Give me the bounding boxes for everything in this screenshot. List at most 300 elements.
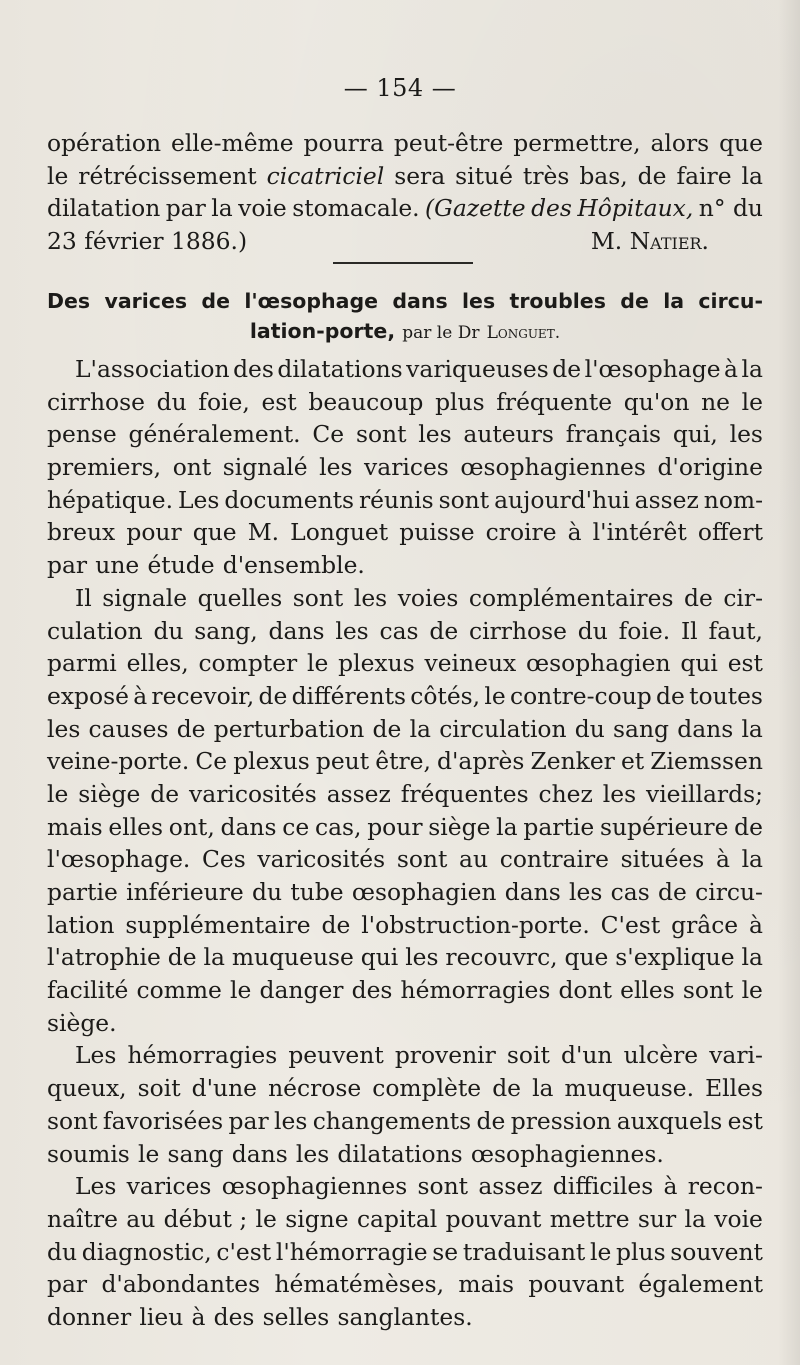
word: œsophagiennes [221,1172,408,1201]
page-number: — 154 — [343,74,457,102]
word: faut, [708,616,763,645]
byline: par le Dr [402,323,480,343]
word: qui [680,649,718,678]
word: sera [394,161,446,190]
word: recouvrc, [445,943,558,972]
word: ce [282,812,310,841]
word: des [531,194,572,223]
word: supérieure [599,812,729,841]
word: du [574,714,605,743]
word: Ce [312,420,345,449]
word: vari- [709,1041,763,1070]
title-word: varices [104,289,188,313]
word: elles [620,976,675,1005]
word: du [47,1237,78,1266]
word: pense [47,420,117,449]
word: hématémèses, [274,1270,445,1299]
text-line [47,1072,763,1105]
word: quelles [197,583,283,612]
word: œsophagien [526,649,671,678]
word: danger [259,976,344,1005]
word: pour [367,812,423,841]
word: nécrose [268,1074,362,1103]
word: par [165,194,206,223]
word: ont [172,453,212,482]
word: l'atrophie [47,943,161,972]
word: complémentaires [468,583,674,612]
word: des [213,1302,255,1331]
word: la [211,194,233,223]
word: c'est [216,1237,272,1266]
word: sont [47,1106,98,1135]
word: changements [312,1106,472,1135]
text-line [47,386,763,419]
word: breux [47,518,116,547]
text-line [47,811,763,844]
word: d'origine [657,453,763,482]
word: soit [506,1041,550,1070]
word: à [191,1302,206,1331]
word: inférieure [126,878,244,906]
word: contraire [499,845,609,874]
word: causes [88,714,169,743]
text-line [47,974,763,1007]
text-line [47,353,763,386]
word: être, [375,747,431,776]
text-line [47,418,763,451]
word: d'ensemble. [222,551,365,580]
word: œsophagiennes. [470,1139,664,1168]
word: les [319,453,353,482]
word: signe [285,1204,349,1233]
word: cas [610,878,650,906]
word: les [418,420,452,449]
title-word: l'œsophage [244,289,379,313]
word: assez [478,1172,543,1201]
author-name: Longuet. [486,323,561,343]
word: plus [435,387,485,416]
word: la [409,714,431,743]
word: circulation [439,714,567,743]
word: muqueuse [231,943,354,972]
word: de [492,1074,522,1103]
word: du [153,616,184,645]
word: tube [290,878,344,906]
word: sont [438,485,490,514]
word: ont, [168,812,215,841]
signature [591,225,709,258]
word: traduisant [462,1237,586,1266]
word: elles, [126,649,189,678]
word: les [405,943,439,972]
word: qu'on [623,387,690,416]
word: de [321,910,351,939]
word: Hôpitaux, [577,194,694,223]
word: diagnostic, [81,1237,212,1266]
text-line [47,127,763,160]
word: sanglantes. [337,1302,473,1331]
word: réunis [359,485,434,514]
word: exposé [47,681,129,710]
word: que [564,943,609,972]
word: hépatique. [47,485,174,514]
word: nom- [703,485,763,514]
word: dans [504,878,561,906]
word: opération [47,129,162,157]
word: le [590,1237,612,1266]
word: soumis [47,1139,130,1168]
text-line [47,615,763,648]
word: sang [613,714,670,743]
word: l'hémorragie [275,1237,428,1266]
word: auteurs [463,420,554,449]
word: naître [47,1204,118,1233]
word: aujourd'hui [494,485,630,514]
word: partie [523,812,595,841]
article-body [47,353,763,1334]
word: veine-porte. [47,747,190,776]
title-word: troubles [509,289,606,313]
word: signalé [222,453,308,482]
text-line [47,549,763,582]
word: au [459,845,489,874]
word: siège. [47,1008,117,1037]
word: elles [108,812,164,841]
word: du [252,878,283,906]
word: rétrécissement [78,161,257,190]
word: permettre, [513,129,641,157]
word: pouvant [445,1204,542,1233]
text-line [47,745,763,778]
word: le [47,779,69,808]
word: auxquels [616,1106,723,1135]
word: comme [136,976,222,1005]
article-heading [47,286,763,348]
word: lation [47,910,115,939]
word: la [741,943,763,972]
word: d'une [191,1074,258,1103]
word: la [741,161,763,190]
title-word: de [620,289,649,313]
word: s'explique [615,943,735,972]
word: de [476,1106,506,1135]
word: muqueuse. [564,1074,695,1103]
text-line [47,1203,763,1236]
word: varicosités [257,845,386,874]
word: sang, [194,616,258,645]
word: sont [417,1172,469,1201]
word: à [567,518,582,547]
page-edge-shadow [778,0,800,1365]
word: à [133,681,148,710]
text-line [47,941,763,974]
word: la [741,714,763,743]
word: le [47,161,69,190]
word: de [429,616,459,645]
signature-prefix: M. [590,227,630,256]
text-line [47,909,763,942]
word: de [167,943,197,972]
word: Elles [705,1074,763,1103]
word: M. [247,518,280,547]
text-line [47,876,763,909]
text-line [47,680,763,713]
word: au [126,1204,156,1233]
word: la [741,355,763,383]
word: n° du [698,194,763,223]
text-line [47,1236,763,1269]
word: compter [198,649,298,678]
word: cicatriciel [266,161,385,190]
word: croire [485,518,557,547]
word: œsophagiennes [460,453,646,482]
word: sont [292,583,344,612]
word: des [351,976,393,1005]
word: assez [326,779,391,808]
word: chez [538,779,593,808]
word: foie. [618,616,671,645]
article-title-end: lation-porte, [249,319,396,343]
word: une [95,551,140,580]
word: le [307,649,329,678]
word: sont [396,845,448,874]
word: stomacale. [292,194,420,223]
word: mais [458,1270,515,1299]
paragraph-top [47,127,763,258]
article-title-line-1 [47,286,763,316]
text-line [47,1105,763,1138]
word: de [552,355,582,383]
word: la [496,812,518,841]
word: assez [634,485,699,514]
word: qui, [672,420,718,449]
title-word: les [462,289,496,313]
article-title-line-2 [47,316,763,348]
word: cirrhose [469,616,567,645]
text-line [47,484,763,517]
word: selles [262,1302,330,1331]
word: perturbation [213,714,365,743]
text-line [47,451,763,484]
word: alors [650,129,710,157]
word: de [656,681,685,710]
word: l'œsophage [584,355,721,383]
text-line [47,1170,763,1203]
title-word: Des [47,289,91,313]
word: peut-être [393,129,504,157]
word: à [715,845,730,874]
word: Les [75,1041,117,1070]
word: les [353,583,388,612]
word: queux, [47,1074,127,1103]
word: sont [682,976,734,1005]
word: de [734,812,763,841]
title-word: circu- [698,289,763,313]
word: complète [372,1074,482,1103]
word: variqueuses [406,355,549,383]
word: peut [315,747,370,776]
word: provenir [394,1041,496,1070]
word: de [637,161,667,190]
word: hémorragies [127,1041,278,1070]
title-word: dans [392,289,448,313]
word: est [727,1106,763,1135]
word: différents [291,681,406,710]
word: les [295,1139,330,1168]
word: cas, [314,812,362,841]
word: de [683,583,713,612]
word: le [138,1139,160,1168]
word: fréquente [496,387,613,416]
word: plexus [233,747,310,776]
word: Ziemssen [650,747,763,776]
word: (Gazette [425,194,526,223]
word: est [727,649,763,678]
word: Il [75,583,92,612]
word: capital [356,1204,438,1233]
word: soit [137,1074,181,1103]
word: bas, [579,161,628,190]
word: recon- [687,1172,763,1201]
text-line [47,1039,763,1072]
word: à [724,355,738,383]
text-line [47,843,763,876]
word: Les [177,485,220,514]
word: à [663,1172,678,1201]
word: par [228,1106,269,1135]
word: C'est [600,910,661,939]
word: sang [167,1139,224,1168]
word: par [47,1270,88,1299]
word: que [719,129,763,157]
word: varices [126,1172,212,1201]
word: premiers, [47,453,162,482]
word: veineux [424,649,517,678]
word: L'association [75,355,230,383]
word: fréquentes [400,779,529,808]
word: l'obstruction-porte. [361,910,590,939]
word: beaucoup [308,387,424,416]
date-text: 23 février 1886.) [47,227,248,256]
title-word: la [663,289,685,313]
word: lieu [139,1302,184,1331]
word: grâce [671,910,739,939]
text-line [47,647,763,680]
paragraph-top-lines [47,127,763,225]
word: la [684,1204,706,1233]
word: recevoir, [151,681,255,710]
word: dans [268,616,325,645]
word: culation [47,616,143,645]
word: mettre [549,1204,630,1233]
word: le [741,976,763,1005]
word: partie [47,878,118,906]
word: du [577,616,608,645]
word: siège [428,812,491,841]
word: du [156,387,187,416]
word: peuvent [288,1041,384,1070]
word: Longuet [290,518,389,547]
word: de [658,878,687,906]
word: est [261,387,297,416]
word: le [741,387,763,416]
word: siège [78,779,141,808]
word: dans [677,714,734,743]
text-line [47,582,763,615]
word: voie [714,1204,763,1233]
title-word: de [201,289,230,313]
word: de [258,681,288,710]
word: varices [364,453,449,482]
word: difficiles [552,1172,654,1201]
word: puisse [399,518,475,547]
word: Ces [202,845,246,874]
text-line [47,1268,763,1301]
word: d'après [437,747,525,776]
word: généralement. [128,420,301,449]
word: les [602,779,637,808]
word: côtés, [410,681,481,710]
text-line [47,1301,763,1334]
word: également [638,1270,763,1299]
word: les [274,1106,308,1135]
word: signale [102,583,188,612]
word: sont [355,420,407,449]
word: toutes [689,681,763,710]
word: le [230,976,252,1005]
text-line [47,1138,763,1171]
word: très [522,161,570,190]
word: les [335,616,369,645]
word: ne [701,387,730,416]
text-line [47,516,763,549]
word: plus [616,1237,666,1266]
text-line [47,192,763,225]
word: et [620,747,645,776]
word: les [729,420,763,449]
word: se [432,1237,459,1266]
word: offert [697,518,763,547]
word: la [203,943,225,972]
word: voie [238,194,287,223]
word: ulcère [623,1041,699,1070]
word: Les [75,1172,117,1201]
word: le [484,681,506,710]
word: l'œsophage. [47,845,191,874]
word: pouvant [528,1270,625,1299]
word: situé [455,161,513,190]
word: favorisées [102,1106,224,1135]
word: situées [620,845,705,874]
word: souvent [670,1237,763,1266]
word: sur [637,1204,677,1233]
signature-name: Natier. [629,227,709,256]
word: hémorragies [400,976,551,1005]
word: français [565,420,662,449]
word: parmi [47,649,117,678]
word: d'abondantes [101,1270,261,1299]
word: la [741,845,763,874]
word: foie, [198,387,250,416]
text-line [47,778,763,811]
word: elle-même [170,129,294,157]
word: plexus [338,649,415,678]
word: documents [224,485,355,514]
word: qui [360,943,399,972]
word: étude [147,551,215,580]
word: à [749,910,763,939]
word: donner [47,1302,132,1331]
